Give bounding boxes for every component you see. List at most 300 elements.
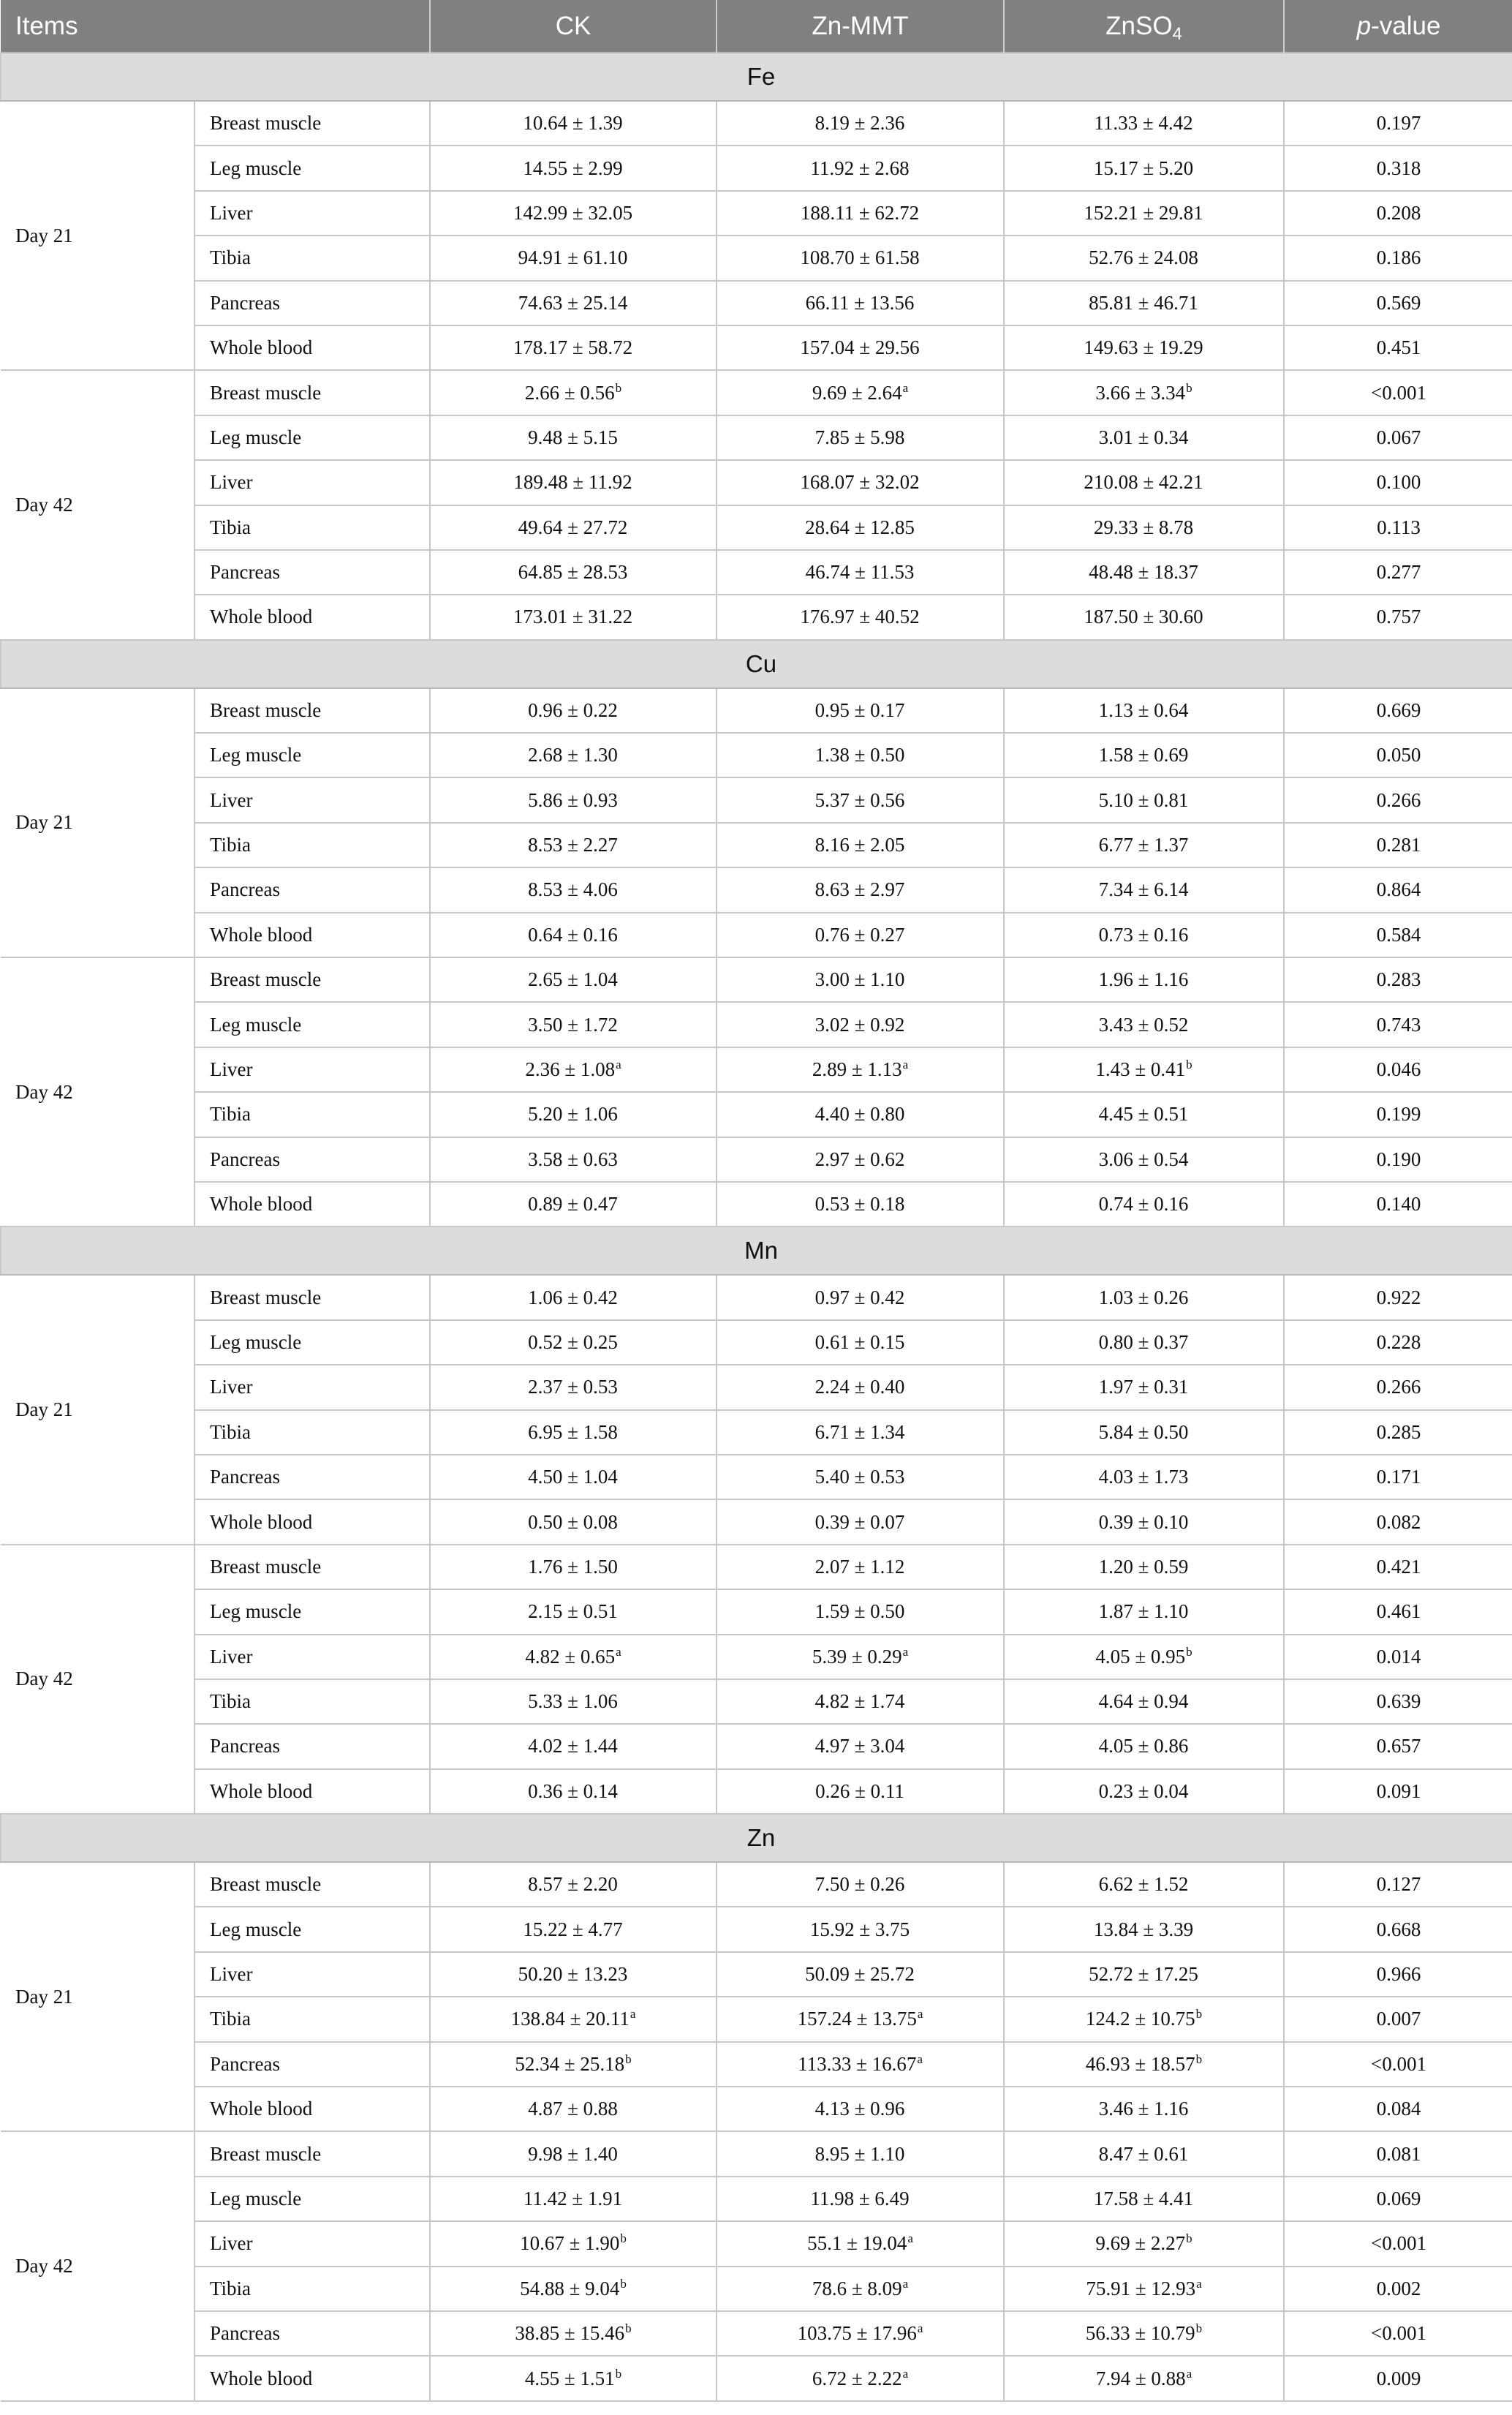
- p-value: 0.050: [1284, 733, 1512, 777]
- tissue-label: Breast muscle: [194, 370, 430, 415]
- zn-mmt-value: [717, 1092, 1004, 1137]
- znso4-value: [1004, 2221, 1284, 2266]
- tissue-label: Pancreas: [194, 1137, 430, 1182]
- ck-value: [430, 1724, 717, 1768]
- table-row: [1, 1862, 1512, 1907]
- zn-mmt-value-text: 78.6 ± 8.09: [812, 2277, 902, 2299]
- p-value: 0.002: [1284, 2267, 1512, 2311]
- zn-mmt-value-text: 66.11 ± 13.56: [805, 291, 915, 314]
- zn-mmt-value-text: 0.97 ± 0.42: [814, 1286, 905, 1308]
- table-row: [1, 1182, 1512, 1227]
- p-value: 0.669: [1284, 688, 1512, 733]
- header-p-value: [1284, 0, 1512, 53]
- ck-value: [430, 325, 717, 370]
- ck-value: [430, 867, 717, 912]
- day-label: Day 21: [1, 1275, 194, 1544]
- zn-mmt-value: [717, 2042, 1004, 2087]
- tissue-label: Liver: [194, 1635, 430, 1679]
- table-row: [1, 281, 1512, 325]
- table-body: [1, 53, 1512, 2401]
- zn-mmt-value: [717, 2131, 1004, 2176]
- zn-mmt-value: [717, 1724, 1004, 1768]
- p-value: 0.743: [1284, 1002, 1512, 1047]
- tissue-label: Pancreas: [194, 1455, 430, 1499]
- header-row: [1, 0, 1512, 53]
- znso4-value: [1004, 370, 1284, 415]
- ck-value-text: 0.64 ± 0.16: [528, 923, 618, 946]
- ck-value-text: 10.64 ± 1.39: [523, 112, 623, 135]
- znso4-value: [1004, 1455, 1284, 1499]
- tissue-label: Leg muscle: [194, 146, 430, 190]
- p-value: 0.283: [1284, 957, 1512, 1002]
- znso4-value: [1004, 1769, 1284, 1814]
- ck-value: [430, 595, 717, 639]
- ck-value-text: 173.01 ± 31.22: [513, 606, 633, 628]
- tissue-label: Liver: [194, 1952, 430, 1997]
- zn-mmt-value: [717, 550, 1004, 595]
- p-value: 0.186: [1284, 236, 1512, 280]
- zn-mmt-value: [717, 1182, 1004, 1227]
- znso4-value: [1004, 2042, 1284, 2087]
- ck-value-text: 3.50 ± 1.72: [528, 1013, 618, 1036]
- zn-mmt-value-superscript: a: [902, 1644, 909, 1659]
- znso4-value: [1004, 1410, 1284, 1455]
- ck-value-superscript: b: [615, 380, 622, 395]
- tissue-label: Whole blood: [194, 1182, 430, 1227]
- znso4-value-text: 210.08 ± 42.21: [1084, 471, 1203, 494]
- header-znso4: [1004, 0, 1284, 53]
- ck-value-text: 0.89 ± 0.47: [528, 1193, 618, 1216]
- zn-mmt-value-text: 8.19 ± 2.36: [814, 112, 905, 135]
- p-value: 0.266: [1284, 777, 1512, 822]
- znso4-value-text: 3.43 ± 0.52: [1098, 1013, 1189, 1036]
- table-row: [1, 550, 1512, 595]
- ck-value-text: 178.17 ± 58.72: [513, 336, 633, 359]
- tissue-label: Whole blood: [194, 2087, 430, 2131]
- ck-value: [430, 236, 717, 280]
- zn-mmt-value-text: 2.24 ± 0.40: [814, 1376, 905, 1398]
- table-row: [1, 1997, 1512, 2041]
- zn-mmt-value-text: 4.40 ± 0.80: [814, 1103, 905, 1126]
- tissue-label: Whole blood: [194, 595, 430, 639]
- zn-mmt-value-text: 6.71 ± 1.34: [814, 1420, 905, 1443]
- zn-mmt-value-text: 4.13 ± 0.96: [814, 2098, 905, 2120]
- znso4-value-text: 1.87 ± 1.10: [1098, 1600, 1189, 1623]
- tissue-label: Tibia: [194, 505, 430, 550]
- tissue-label: Leg muscle: [194, 1589, 430, 1634]
- table-row: [1, 2356, 1512, 2400]
- table-row: [1, 1320, 1512, 1365]
- p-value: 0.966: [1284, 1952, 1512, 1997]
- ck-value-superscript: a: [630, 2007, 636, 2022]
- ck-value: [430, 2356, 717, 2400]
- zn-mmt-value-text: 2.07 ± 1.12: [814, 1555, 905, 1578]
- tissue-label: Leg muscle: [194, 1907, 430, 1951]
- ck-value-text: 5.20 ± 1.06: [528, 1103, 618, 1126]
- tissue-label: Tibia: [194, 1679, 430, 1724]
- znso4-value: [1004, 1182, 1284, 1227]
- ck-value: [430, 1769, 717, 1814]
- znso4-value-superscript: b: [1186, 380, 1192, 395]
- ck-value-text: 8.57 ± 2.20: [528, 1873, 618, 1896]
- tissue-label: Liver: [194, 2221, 430, 2266]
- ck-value: [430, 1545, 717, 1589]
- znso4-value: [1004, 2356, 1284, 2400]
- znso4-value-text: 3.01 ± 0.34: [1098, 426, 1189, 448]
- tissue-label: Liver: [194, 1365, 430, 1409]
- table-row: [1, 823, 1512, 867]
- table-header: [1, 0, 1512, 53]
- znso4-value-text: 3.46 ± 1.16: [1098, 2098, 1189, 2120]
- znso4-value-text: 0.23 ± 0.04: [1098, 1779, 1189, 1802]
- ck-value: [430, 146, 717, 190]
- zn-mmt-value: [717, 1679, 1004, 1724]
- ck-value-text: 14.55 ± 2.99: [523, 157, 623, 179]
- zn-mmt-value: [717, 1410, 1004, 1455]
- p-value: 0.228: [1284, 1320, 1512, 1365]
- znso4-value: [1004, 101, 1284, 146]
- zn-mmt-value-text: 55.1 ± 19.04: [807, 2232, 907, 2255]
- day-label: Day 21: [1, 1862, 194, 2131]
- tissue-label: Tibia: [194, 1410, 430, 1455]
- zn-mmt-value: [717, 777, 1004, 822]
- zn-mmt-value: [717, 2267, 1004, 2311]
- p-value: <0.001: [1284, 2042, 1512, 2087]
- znso4-value-text: 4.05 ± 0.86: [1098, 1735, 1189, 1757]
- table-row: [1, 867, 1512, 912]
- zn-mmt-value-text: 2.89 ± 1.13: [812, 1058, 902, 1080]
- header-znso4-subscript: 4: [1172, 23, 1182, 44]
- znso4-value-superscript: b: [1186, 2231, 1192, 2246]
- zn-mmt-value-text: 7.50 ± 0.26: [814, 1873, 905, 1896]
- table-row: [1, 2221, 1512, 2266]
- ck-value-text: 49.64 ± 27.72: [518, 516, 628, 538]
- znso4-value-text: 4.03 ± 1.73: [1098, 1466, 1189, 1488]
- znso4-value: [1004, 1499, 1284, 1544]
- p-value: 0.084: [1284, 2087, 1512, 2131]
- table-row: [1, 595, 1512, 639]
- ck-value-text: 2.65 ± 1.04: [528, 968, 618, 991]
- znso4-value-text: 8.47 ± 0.61: [1098, 2142, 1189, 2165]
- tissue-label: Tibia: [194, 1092, 430, 1137]
- ck-value: [430, 191, 717, 236]
- ck-value-text: 2.68 ± 1.30: [528, 744, 618, 766]
- element-name: Mn: [1, 1227, 1512, 1275]
- ck-value-text: 4.02 ± 1.44: [528, 1735, 618, 1757]
- znso4-value: [1004, 415, 1284, 460]
- ck-value: [430, 2087, 717, 2131]
- znso4-value-text: 0.39 ± 0.10: [1098, 1510, 1189, 1533]
- tissue-label: Breast muscle: [194, 101, 430, 146]
- zn-mmt-value: [717, 1589, 1004, 1634]
- table-row: [1, 1047, 1512, 1092]
- zn-mmt-value: [717, 1769, 1004, 1814]
- p-value: 0.285: [1284, 1410, 1512, 1455]
- znso4-value-text: 3.66 ± 3.34: [1095, 381, 1186, 404]
- ck-value-text: 50.20 ± 13.23: [518, 1963, 628, 1986]
- ck-value-text: 1.06 ± 0.42: [528, 1286, 618, 1308]
- table-row: [1, 1365, 1512, 1409]
- zn-mmt-value: [717, 191, 1004, 236]
- table-row: [1, 2087, 1512, 2131]
- tissue-label: Breast muscle: [194, 1862, 430, 1907]
- znso4-value-text: 1.20 ± 0.59: [1098, 1555, 1189, 1578]
- znso4-value-text: 7.94 ± 0.88: [1095, 2367, 1186, 2389]
- table-row: [1, 101, 1512, 146]
- ck-value: [430, 2267, 717, 2311]
- znso4-value-text: 52.76 ± 24.08: [1089, 246, 1198, 269]
- zn-mmt-value: [717, 2356, 1004, 2400]
- ck-value-text: 142.99 ± 32.05: [513, 201, 633, 224]
- table-row: [1, 1499, 1512, 1544]
- ck-value: [430, 281, 717, 325]
- p-value: 0.081: [1284, 2131, 1512, 2176]
- zn-mmt-value: [717, 595, 1004, 639]
- znso4-value-superscript: b: [1186, 1644, 1192, 1659]
- zn-mmt-value-text: 15.92 ± 3.75: [809, 1918, 910, 1940]
- table-row: [1, 1589, 1512, 1634]
- ck-value: [430, 1952, 717, 1997]
- ck-value-superscript: a: [616, 1058, 621, 1071]
- zn-mmt-value: [717, 1365, 1004, 1409]
- table-row: [1, 505, 1512, 550]
- ck-value-text: 2.15 ± 0.51: [528, 1600, 618, 1623]
- tissue-label: Pancreas: [194, 281, 430, 325]
- znso4-value: [1004, 191, 1284, 236]
- zn-mmt-value-text: 6.72 ± 2.22: [812, 2367, 902, 2389]
- day-label: Day 42: [1, 1545, 194, 1814]
- table-row: [1, 2131, 1512, 2176]
- ck-value: [430, 550, 717, 595]
- zn-mmt-value-text: 103.75 ± 17.96: [797, 2322, 917, 2345]
- element-group-row: [1, 1227, 1512, 1275]
- tissue-label: Breast muscle: [194, 1275, 430, 1319]
- ck-value-text: 138.84 ± 20.11: [510, 2008, 630, 2030]
- p-value: 0.091: [1284, 1769, 1512, 1814]
- element-name: Zn: [1, 1814, 1512, 1862]
- p-value: 0.190: [1284, 1137, 1512, 1182]
- znso4-value: [1004, 1047, 1284, 1092]
- ck-value-text: 52.34 ± 25.18: [515, 2052, 625, 2075]
- p-value: 0.266: [1284, 1365, 1512, 1409]
- znso4-value: [1004, 2311, 1284, 2356]
- zn-mmt-value: [717, 1275, 1004, 1319]
- ck-value-text: 15.22 ± 4.77: [523, 1918, 623, 1940]
- ck-value-text: 38.85 ± 15.46: [515, 2322, 625, 2345]
- zn-mmt-value: [717, 2177, 1004, 2221]
- p-value: 0.046: [1284, 1047, 1512, 1092]
- ck-value: [430, 823, 717, 867]
- element-group-row: [1, 640, 1512, 688]
- znso4-value: [1004, 1907, 1284, 1951]
- zn-mmt-value-text: 5.37 ± 0.56: [814, 788, 905, 811]
- p-value: 0.757: [1284, 595, 1512, 639]
- znso4-value-text: 152.21 ± 29.81: [1084, 201, 1203, 224]
- tissue-label: Whole blood: [194, 2356, 430, 2400]
- zn-mmt-value: [717, 867, 1004, 912]
- table-row: [1, 2177, 1512, 2221]
- zn-mmt-value-text: 8.63 ± 2.97: [814, 878, 905, 901]
- zn-mmt-value: [717, 460, 1004, 505]
- table-row: [1, 236, 1512, 280]
- znso4-value: [1004, 1137, 1284, 1182]
- ck-value-text: 1.76 ± 1.50: [528, 1555, 618, 1578]
- znso4-value: [1004, 957, 1284, 1002]
- znso4-value-text: 52.72 ± 17.25: [1089, 1963, 1198, 1986]
- zn-mmt-value-text: 3.02 ± 0.92: [814, 1013, 905, 1036]
- ck-value-text: 8.53 ± 2.27: [528, 834, 618, 856]
- table-row: [1, 688, 1512, 733]
- zn-mmt-value-text: 157.04 ± 29.56: [800, 336, 920, 359]
- p-value: 0.197: [1284, 101, 1512, 146]
- p-value: 0.451: [1284, 325, 1512, 370]
- znso4-value-text: 1.13 ± 0.64: [1098, 698, 1189, 721]
- ck-value: [430, 1499, 717, 1544]
- zn-mmt-value: [717, 1455, 1004, 1499]
- p-value: 0.584: [1284, 913, 1512, 957]
- ck-value-text: 4.50 ± 1.04: [528, 1466, 618, 1488]
- ck-value-superscript: b: [615, 2366, 622, 2381]
- element-group-row: [1, 1814, 1512, 1862]
- zn-mmt-value-text: 0.61 ± 0.15: [814, 1330, 905, 1353]
- znso4-value-text: 85.81 ± 46.71: [1089, 291, 1198, 314]
- ck-value: [430, 1679, 717, 1724]
- tissue-label: Pancreas: [194, 2042, 430, 2087]
- znso4-value: [1004, 1275, 1284, 1319]
- znso4-value-text: 1.43 ± 0.41: [1095, 1058, 1186, 1080]
- zn-mmt-value-text: 0.39 ± 0.07: [814, 1510, 905, 1533]
- zn-mmt-value: [717, 2087, 1004, 2131]
- p-value: <0.001: [1284, 2221, 1512, 2266]
- p-value: 0.318: [1284, 146, 1512, 190]
- zn-mmt-value-text: 3.00 ± 1.10: [814, 968, 905, 991]
- p-value: 0.007: [1284, 1997, 1512, 2041]
- znso4-value: [1004, 281, 1284, 325]
- zn-mmt-value-superscript: a: [917, 2321, 923, 2336]
- ck-value-text: 11.42 ± 1.91: [523, 2187, 623, 2209]
- p-value: 0.014: [1284, 1635, 1512, 1679]
- p-value: 0.281: [1284, 823, 1512, 867]
- ck-value-text: 4.87 ± 0.88: [528, 2098, 618, 2120]
- znso4-value-text: 3.06 ± 0.54: [1098, 1148, 1189, 1170]
- zn-mmt-value-superscript: a: [907, 2231, 913, 2246]
- zn-mmt-value-text: 157.24 ± 13.75: [797, 2008, 917, 2030]
- zn-mmt-value: [717, 1907, 1004, 1951]
- zn-mmt-value: [717, 913, 1004, 957]
- zn-mmt-value-text: 188.11 ± 62.72: [800, 201, 920, 224]
- zn-mmt-value: [717, 1635, 1004, 1679]
- table-row: [1, 1635, 1512, 1679]
- ck-value: [430, 913, 717, 957]
- ck-value-text: 0.52 ± 0.25: [528, 1330, 618, 1353]
- zn-mmt-value: [717, 325, 1004, 370]
- p-value: 0.461: [1284, 1589, 1512, 1634]
- ck-value: [430, 1997, 717, 2041]
- ck-value: [430, 1455, 717, 1499]
- zn-mmt-value-text: 4.97 ± 3.04: [814, 1735, 905, 1757]
- table-row: [1, 1275, 1512, 1319]
- day-label: Day 21: [1, 101, 194, 370]
- ck-value-superscript: b: [625, 2321, 632, 2336]
- p-value: 0.922: [1284, 1275, 1512, 1319]
- day-label: Day 21: [1, 688, 194, 957]
- zn-mmt-value-text: 8.95 ± 1.10: [814, 2142, 905, 2165]
- zn-mmt-value-text: 176.97 ± 40.52: [800, 606, 920, 628]
- header-items: Items: [1, 0, 430, 53]
- p-value: <0.001: [1284, 2311, 1512, 2356]
- znso4-value-text: 149.63 ± 19.29: [1084, 336, 1203, 359]
- znso4-value-text: 6.77 ± 1.37: [1098, 834, 1189, 856]
- znso4-value: [1004, 823, 1284, 867]
- table-row: [1, 1092, 1512, 1137]
- p-value: 0.639: [1284, 1679, 1512, 1724]
- znso4-value: [1004, 2177, 1284, 2221]
- zn-mmt-value-text: 0.76 ± 0.27: [814, 923, 905, 946]
- ck-value: [430, 957, 717, 1002]
- element-group-row: [1, 53, 1512, 101]
- zn-mmt-value: [717, 505, 1004, 550]
- p-value: 0.668: [1284, 1907, 1512, 1951]
- zn-mmt-value-text: 50.09 ± 25.72: [805, 1963, 915, 1986]
- zn-mmt-value-text: 11.92 ± 2.68: [810, 157, 910, 179]
- znso4-value-superscript: a: [1186, 2366, 1192, 2381]
- znso4-value: [1004, 688, 1284, 733]
- ck-value: [430, 733, 717, 777]
- ck-value: [430, 1047, 717, 1092]
- table-row: [1, 1455, 1512, 1499]
- ck-value-text: 4.55 ± 1.51: [524, 2367, 615, 2389]
- znso4-value-superscript: b: [1195, 2007, 1203, 2022]
- znso4-value-text: 48.48 ± 18.37: [1089, 561, 1198, 584]
- ck-value: [430, 460, 717, 505]
- zn-mmt-value-text: 168.07 ± 32.02: [800, 471, 920, 494]
- tissue-label: Whole blood: [194, 325, 430, 370]
- ck-value: [430, 101, 717, 146]
- p-value: 0.277: [1284, 550, 1512, 595]
- table-row: [1, 1724, 1512, 1768]
- table-row: [1, 325, 1512, 370]
- ck-value: [430, 2177, 717, 2221]
- ck-value: [430, 2221, 717, 2266]
- ck-value: [430, 1092, 717, 1137]
- zn-mmt-value: [717, 1545, 1004, 1589]
- p-value: 0.082: [1284, 1499, 1512, 1544]
- znso4-value-text: 17.58 ± 4.41: [1093, 2187, 1194, 2209]
- zn-mmt-value: [717, 1952, 1004, 1997]
- znso4-value: [1004, 1589, 1284, 1634]
- tissue-label: Leg muscle: [194, 415, 430, 460]
- zn-mmt-value-text: 9.69 ± 2.64: [812, 381, 902, 404]
- zn-mmt-value-text: 1.38 ± 0.50: [814, 744, 905, 766]
- znso4-value: [1004, 1092, 1284, 1137]
- ck-value-text: 9.48 ± 5.15: [528, 426, 618, 448]
- znso4-value: [1004, 325, 1284, 370]
- zn-mmt-value: [717, 2221, 1004, 2266]
- p-value: 0.864: [1284, 867, 1512, 912]
- table-row: [1, 1769, 1512, 1814]
- p-value: 0.067: [1284, 415, 1512, 460]
- znso4-value-text: 11.33 ± 4.42: [1094, 112, 1193, 135]
- znso4-value-text: 5.84 ± 0.50: [1098, 1420, 1189, 1443]
- zn-mmt-value-text: 7.85 ± 5.98: [814, 426, 905, 448]
- ck-value-superscript: b: [625, 2052, 632, 2066]
- znso4-value: [1004, 733, 1284, 777]
- zn-mmt-value-text: 28.64 ± 12.85: [805, 516, 915, 538]
- header-p-italic: p: [1356, 11, 1372, 40]
- znso4-value-text: 0.73 ± 0.16: [1098, 923, 1189, 946]
- ck-value-text: 5.86 ± 0.93: [528, 788, 618, 811]
- tissue-label: Whole blood: [194, 1499, 430, 1544]
